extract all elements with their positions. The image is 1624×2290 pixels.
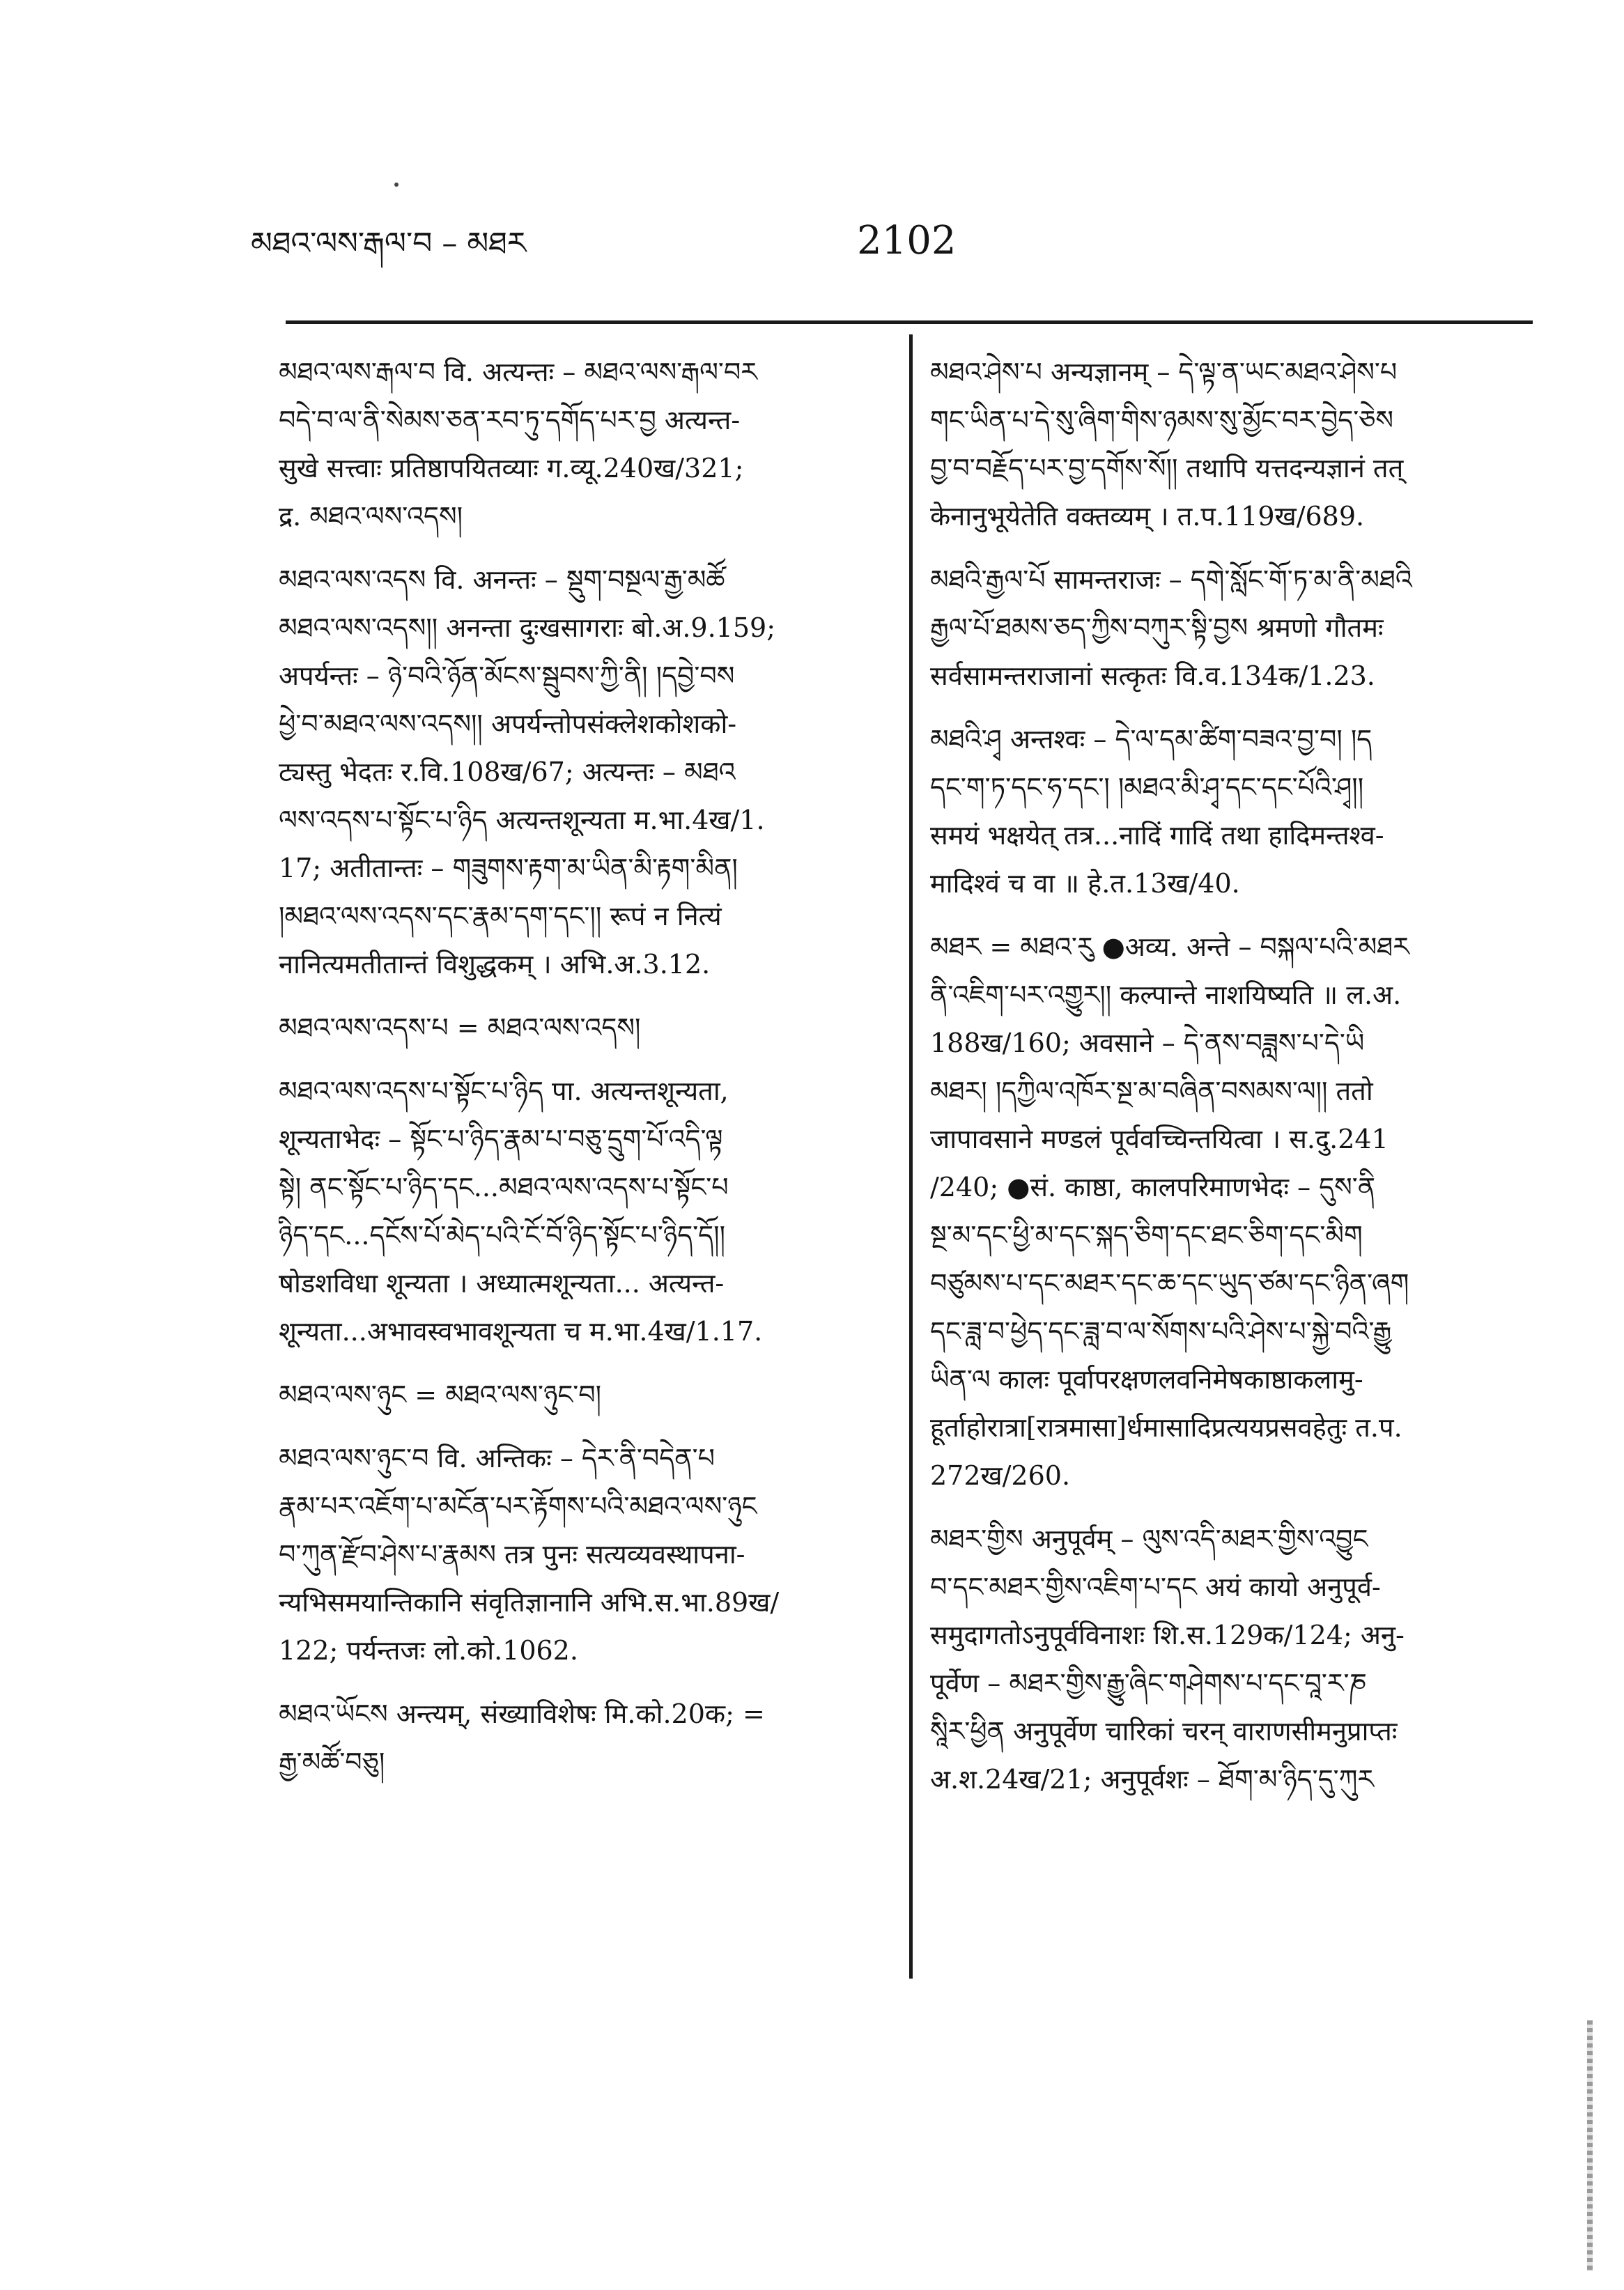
dictionary-entry — [279, 1004, 892, 1052]
entry-line: द्र. མཐའ་ལས་འདས། — [279, 501, 463, 532]
entry-line: བཙུམས་པ་དང་མཐར་དང་ཆ་དང་ཡུད་ཙམ་དང་ཉིན་ཞག — [930, 1268, 1409, 1299]
entry-line: हूर्ताहोरात्रा[रात्रमासा]र्धमासादिप्रत्ययप्रसवहेतुः त.प. — [930, 1412, 1402, 1443]
entry-line: ཕྱེ་བ་མཐའ་ལས་འདས།། अपर्यन्तोपसंक्लेशकोशको- — [279, 709, 737, 739]
entry-line: གང་ཡིན་པ་དེ་སུ་ཞིག་གིས་ཉམས་སུ་མྱོང་བར་བྱེད་ཅེས — [930, 405, 1394, 435]
entry-line: ལས་འདས་པ་སྟོང་པ་ཉིད अत्यन्तशून्यता म.भा.4ख/1. — [279, 805, 765, 835]
entry-line: शून्यता...अभावस्वभावशून्यता च म.भा.4ख/1.17. — [279, 1316, 763, 1347]
page-number: 2102 — [857, 218, 957, 263]
dictionary-entry — [279, 348, 892, 541]
entry-line: མཐའ་ལས་འདས་པ = མཐའ་ལས་འདས། — [279, 1012, 641, 1043]
entry-line: སྔ་མ་དང་ཕྱི་མ་དང་སྐད་ཅིག་དང་ཐང་ཅིག་དང་མིག — [930, 1220, 1363, 1251]
entry-line: न्यभिसमयान्तिकानि संवृतिज्ञानानि अभि.स.भा.89ख/ — [279, 1587, 780, 1618]
entry-line: མཐར་གྱིས अनुपूर्वम् – ལུས་འདི་མཐར་གྱིས་འབྱུང — [930, 1524, 1368, 1554]
entry-line: རྣམ་པར་འཇོག་པ་མངོན་པར་རྟོགས་པའི་མཐའ་ལས་ཉུང — [279, 1491, 757, 1522]
entry-line: सर्वसामन्तराजानां सत्कृतः वि.व.134क/1.23. — [930, 660, 1375, 691]
right-column — [930, 348, 1536, 1979]
entry-line: མཐའ་ལས་འདས वि. अनन्तः – སྡུག་བསྔལ་རྒྱ་མཚོ — [279, 564, 725, 595]
entry-line: /240; ●सं. काष्ठा, कालपरिमाणभेदः – དུས་ནི — [930, 1172, 1376, 1202]
entry-line: མཐའ་ལས་འདས་པ་སྟོང་པ་ཉིད पा. अत्यन्तशून्यता, — [279, 1076, 729, 1106]
entry-line: དང་ཟླ་བ་ཕྱེད་དང་ཟླ་བ་ལ་སོགས་པའི་ཤེས་པ་སྐྱེ་བའི་རྒྱུ — [930, 1316, 1392, 1347]
entry-line: མཐའ་ལས་ཉུང་བ वि. अन्तिकः – དེར་ནི་བདེན་པ — [279, 1443, 715, 1473]
entry-line: བ་དང་མཐར་གྱིས་འཇིག་པ་དང अयं कायो अनुपूर्व- — [930, 1572, 1381, 1602]
entry-line: བདེ་བ་ལ་ནི་སེམས་ཅན་རབ་ཏུ་དགོད་པར་བྱ अत्यन्त- — [279, 405, 741, 435]
dictionary-entry — [930, 1515, 1536, 1804]
entry-line: མཐའི་རྒྱལ་པོ सामन्तराजः – དགེ་སློང་གོ་ཏ་མ་ནི་མཐའི — [930, 564, 1412, 595]
entry-line: ཡིན་ལ कालः पूर्वापरक्षणलवनिमेषकाष्ठाकलामु- — [930, 1364, 1363, 1395]
left-column — [279, 348, 892, 1979]
entry-line: མཐར། །དཀྱིལ་འཁོར་སྔ་མ་བཞིན་བསམས་ལ།། ततो — [930, 1076, 1373, 1106]
entry-line: ट्यस्तु भेदतः र.वि.108ख/67; अत्यन्तः – མཐའ — [279, 757, 736, 787]
entry-line: जापावसाने मण्डलं पूर्ववच्चिन्तयित्वा । स.दु.241 — [930, 1124, 1389, 1154]
scan-edge — [1587, 2020, 1593, 2271]
entry-line: རྒྱལ་པོ་ཐམས་ཅད་ཀྱིས་བཀུར་སྟི་བྱས श्रमणो गौतमः — [930, 612, 1384, 643]
speck — [394, 183, 399, 187]
entry-line: समुदागतोऽनुपूर्वविनाशः शि.स.129क/124; अनु- — [930, 1620, 1405, 1650]
entry-line: མཐའ་ལས་རྒལ་བ वि. अत्यन्तः – མཐའ་ལས་རྒལ་བར — [279, 357, 757, 387]
entry-line: 188ख/160; अवसाने – དེ་ནས་བཟླས་པ་དེ་ཡི — [930, 1028, 1365, 1058]
dictionary-entry — [279, 1371, 892, 1419]
dictionary-entry — [930, 715, 1536, 908]
entry-line: མཐར = མཐའ་རུ ●अव्य. अन्ते – བསྐལ་པའི་མཐར — [930, 931, 1409, 962]
entry-line: पूर्वेण – མཐར་གྱིས་རྒྱུ་ཞིང་གཤེགས་པ་དང་བཱ་ར་ཎ — [930, 1668, 1367, 1699]
entry-line: སྟེ། ནང་སྟོང་པ་ཉིད་དང...མཐའ་ལས་འདས་པ་སྟོང་པ — [279, 1172, 729, 1202]
column-divider — [909, 334, 913, 1979]
entry-line: केनानुभूयेतेति वक्तव्यम् । त.प.119ख/689. — [930, 501, 1365, 532]
entry-line: षोडशविधा शून्यता । अध्यात्मशून्यता... अत्यन्त- — [279, 1268, 725, 1299]
entry-line: རྒྱ་མཚོ་བཅུ། — [279, 1747, 385, 1777]
dictionary-entry — [279, 1434, 892, 1675]
dictionary-entry — [930, 923, 1536, 1500]
dictionary-entry — [279, 1067, 892, 1356]
entry-line: བ་ཀུན་རྫོབ་ཤེས་པ་རྣམས तत्र पुनः सत्यव्यवस्थापना- — [279, 1539, 745, 1570]
entry-line: शून्यताभेदः – སྟོང་པ་ཉིད་རྣམ་པ་བཅུ་དྲུག་པོ་འདི་ལྟ — [279, 1124, 723, 1154]
entry-line: མཐའ་ལས་འདས།། अनन्ता दुःखसागराः बो.अ.9.159; — [279, 612, 775, 643]
entry-line: མཐའི་ཤྭ अन्तश्वः – དེ་ལ་དམ་ཚིག་བཟའ་བྱ་བ། །ད — [930, 724, 1372, 755]
entry-line: མཐའ་ལས་ཉུང = མཐའ་ལས་ཉུང་བ། — [279, 1379, 602, 1410]
entry-line: བྱ་བ་བརྗོད་པར་བྱ་དགོས་སོ།། तथापि यत्तदन्यज्ञानं तत् — [930, 453, 1404, 483]
dictionary-entry — [930, 556, 1536, 700]
entry-line: 122; पर्यन्तजः लो.को.1062. — [279, 1635, 578, 1666]
entry-line: །མཐའ་ལས་འདས་དང་རྣམ་དག་དང་།། रूपं न नित्यं — [279, 901, 722, 931]
header-rule — [286, 320, 1533, 324]
dictionary-entry — [279, 556, 892, 989]
entry-line: སཱིར་ཕྱིན अनुपूर्वेण चारिकां चरन् वाराणसीमनुप्राप्तः — [930, 1716, 1398, 1747]
entry-line: मादिश्वं च वा ॥ हे.त.13ख/40. — [930, 868, 1240, 899]
entry-line: 17; अतीतान्तः – གཟུགས་རྟག་མ་ཡིན་མི་རྟག་མིན། — [279, 853, 738, 883]
entry-line: सुखे सत्त्वाः प्रतिष्ठापयितव्याः ग.व्यू.240ख/321; — [279, 453, 744, 483]
entry-line: མཐའ་ཡོངས अन्त्यम्, संख्याविशेषः मि.को.20क; = — [279, 1699, 765, 1729]
entry-line: अ.श.24ख/21; अनुपूर्वशः – ཐོག་མ་ཉིད་དུ་ཀུར — [930, 1764, 1375, 1795]
page-header — [251, 209, 1533, 286]
entry-line: समयं भक्षयेत् तत्र...नादिं गादिं तथा हादिमन्तश्व- — [930, 820, 1384, 851]
dictionary-entry — [930, 348, 1536, 541]
entry-line: 272ख/260. — [930, 1460, 1071, 1491]
entry-line: नानित्यमतीतान्तं विशुद्धकम् । अभि.अ.3.12. — [279, 949, 711, 980]
entry-line: ཉིད་དང...དངོས་པོ་མེད་པའི་ངོ་བོ་ཉིད་སྟོང་པ་ཉིད་དོ།། — [279, 1220, 726, 1251]
dictionary-entry — [279, 1690, 892, 1786]
running-head: མཐའ་ལས་རྒལ་བ – མཐར — [251, 226, 527, 261]
entry-line: अपर्यन्तः – ཉེ་བའི་ཉོན་མོངས་སྦུབས་ཀྱི་ནི། །དབྱེ་བས — [279, 660, 735, 691]
entry-line: དང་ག་ཏ་དང་ཧ་དང་། །མཐའ་མི་ཤྭ་དང་དང་པོའི་ཤྭ།། — [930, 772, 1364, 803]
entry-line: མཐའ་ཤེས་པ अन्यज्ञानम् – དེ་ལྟ་ན་ཡང་མཐའ་ཤེས་པ — [930, 357, 1398, 387]
entry-line: ནི་འཇིག་པར་འགྱུར།། कल्पान्ते नाशयिष्यति ॥ ल.अ. — [930, 980, 1402, 1010]
